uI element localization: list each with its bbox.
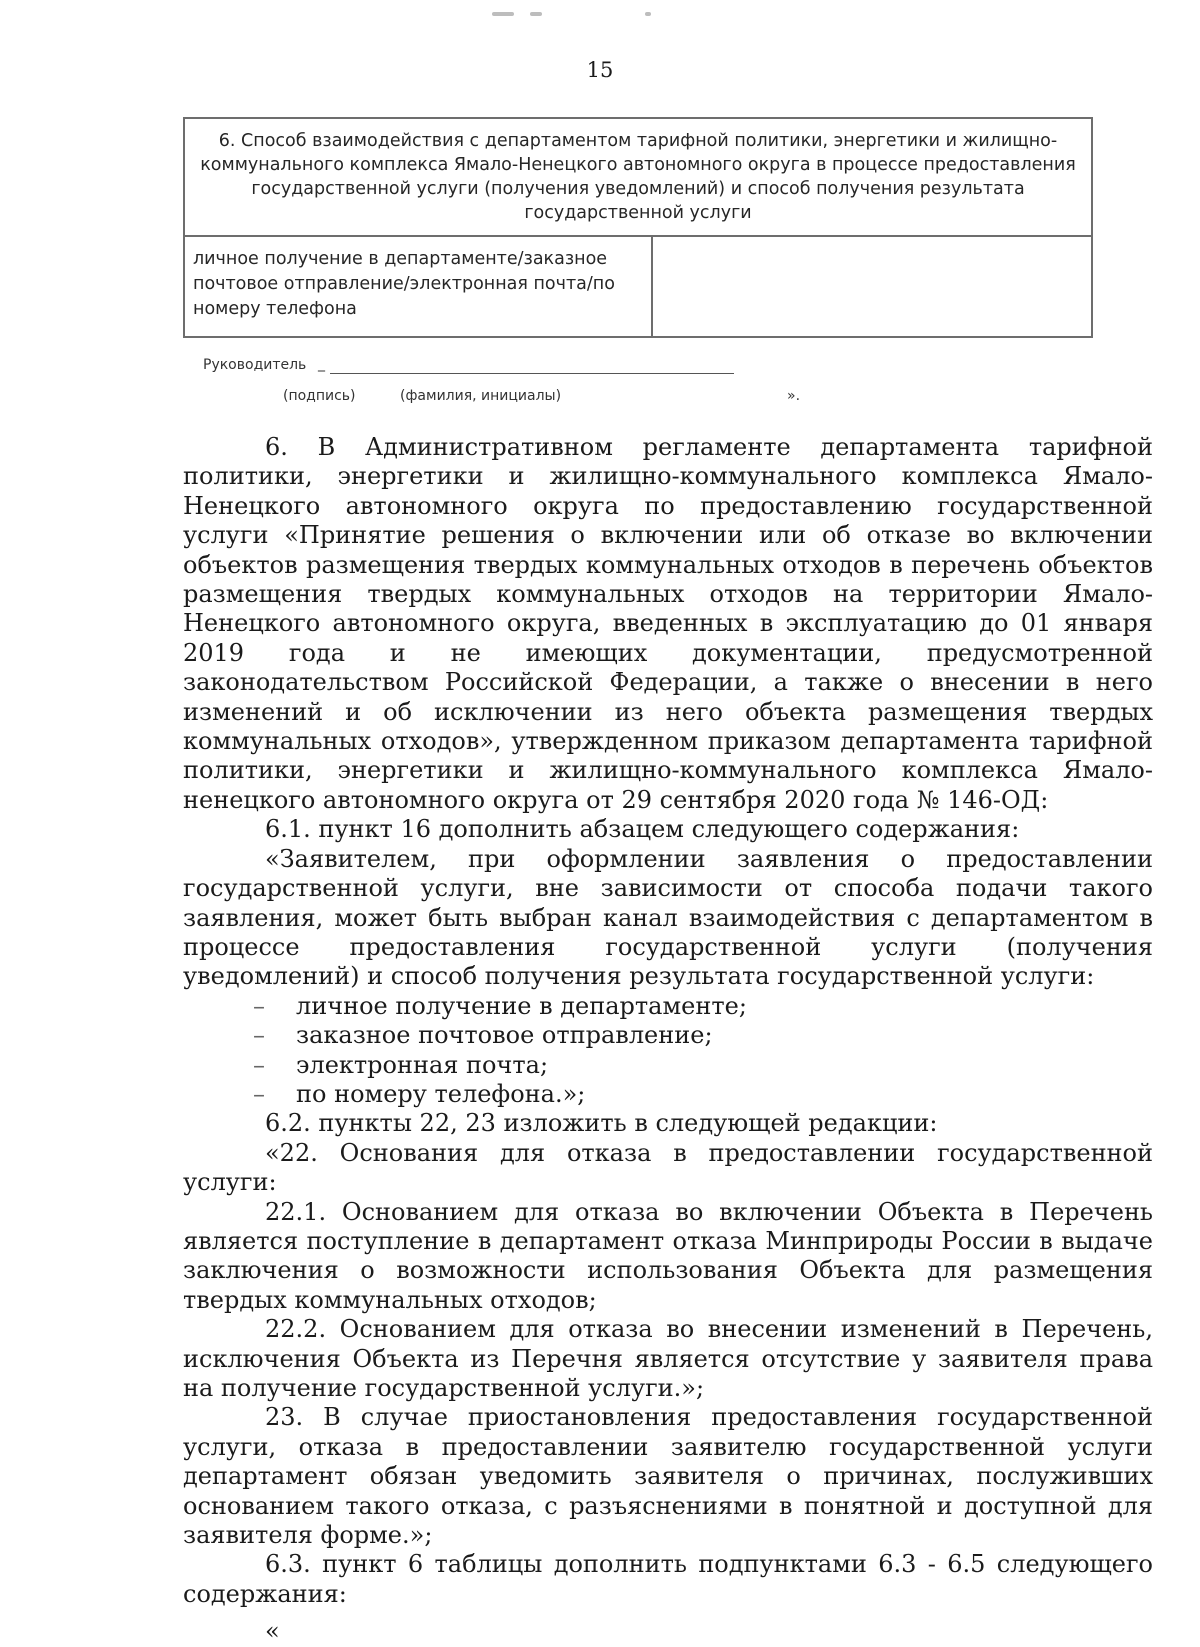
closing-quote: ».	[787, 388, 801, 404]
paragraph: 6.1. пункт 16 дополнить абзацем следующего содержания:	[265, 815, 1020, 844]
page-number: 15	[586, 58, 614, 82]
table-cell-empty	[653, 237, 1091, 336]
list-item: – личное получение в департаменте;	[253, 991, 747, 1020]
signature-underscore: _	[318, 356, 325, 372]
table-header: 6. Способ взаимодействия с департаментом тарифной политики, энергетики и жилищно-коммунального комплекса Ямало-Ненецкого автономного округа в процессе предоставления государственной услуги (получения уведомлений) и способ получения результата государственной услуги	[185, 119, 1091, 237]
scan-artifact	[645, 12, 651, 16]
signature-caption: (подпись)	[283, 388, 356, 404]
paragraph: 6.3. пункт 6 таблицы дополнить подпунктами 6.3 - 6.5 следующего содержания:	[183, 1550, 1153, 1608]
list-item: – электронная почта;	[253, 1050, 549, 1079]
scan-artifact	[530, 12, 542, 16]
paragraph: «Заявителем, при оформлении заявления о предоставлении государственной услуги, вне зависимости от способа подачи такого заявления, может быть выбран канал взаимодействия с департаментом в процессе предоставления государственной услуги (получения уведомлений) и способ получения результата государственной услуги:	[183, 844, 1153, 991]
signature-label: Руководитель	[203, 357, 307, 373]
service-table	[183, 117, 1093, 338]
paragraph: 6. В Административном регламенте департамента тарифной политики, энергетики и жилищно-коммунального комплекса Ямало-Ненецкого автономного округа по предоставлению государственной услуги «Принятие решения о включении или об отказе во включении объектов размещения твердых коммунальных отходов в перечень объектов размещения твердых коммунальных отходов на территории Ямало-Ненецкого автономного округа, введенных в эксплуатацию до 01 января 2019 года и не имеющих документации, предусмотренной законодательством Российской Федерации, а также о внесении в него изменений и об исключении из него объекта размещения твердых коммунальных отходов», утвержденном приказом департамента тарифной политики, энергетики и жилищно-коммунального комплекса Ямало-ненецкого автономного округа от 29 сентября 2020 года № 146-ОД:	[183, 433, 1153, 814]
document-body	[183, 433, 1153, 1647]
dash-icon: –	[253, 1079, 265, 1108]
scan-artifact	[492, 12, 514, 16]
table-cell-methods: личное получение в департаменте/заказное почтовое отправление/электронная почта/по номеру телефона	[185, 237, 653, 336]
paragraph: «22. Основания для отказа в предоставлении государственной услуги:	[183, 1138, 1153, 1197]
list-item: – по номеру телефона.»;	[253, 1079, 586, 1108]
name-caption: (фамилия, инициалы)	[400, 388, 562, 404]
dash-icon: –	[253, 1021, 265, 1050]
paragraph: 23. В случае приостановления предоставления государственной услуги, отказа в предоставлении заявителю государственной услуги департамент обязан уведомить заявителя о причинах, послуживших основанием такого отказа, с разъяснениями в понятной и доступной для заявителя форме.»;	[183, 1403, 1153, 1550]
paragraph: 22.2. Основанием для отказа во внесении изменений в Перечень, исключения Объекта из Перечня является отсутствие у заявителя права на получение государственной услуги.»;	[183, 1315, 1153, 1402]
table-row	[185, 237, 1091, 336]
signature-line	[330, 373, 734, 374]
paragraph: 6.2. пункты 22, 23 изложить в следующей редакции:	[265, 1109, 938, 1138]
list-item: – заказное почтовое отправление;	[253, 1021, 713, 1050]
paragraph: 22.1. Основанием для отказа во включении Объекта в Перечень является поступление в департамент отказа Минприроды России в выдаче заключения о возможности использования Объекта для размещения твердых коммунальных отходов;	[183, 1197, 1153, 1314]
dash-icon: –	[253, 991, 265, 1020]
dash-icon: –	[253, 1050, 265, 1079]
paragraph: «	[265, 1617, 280, 1646]
